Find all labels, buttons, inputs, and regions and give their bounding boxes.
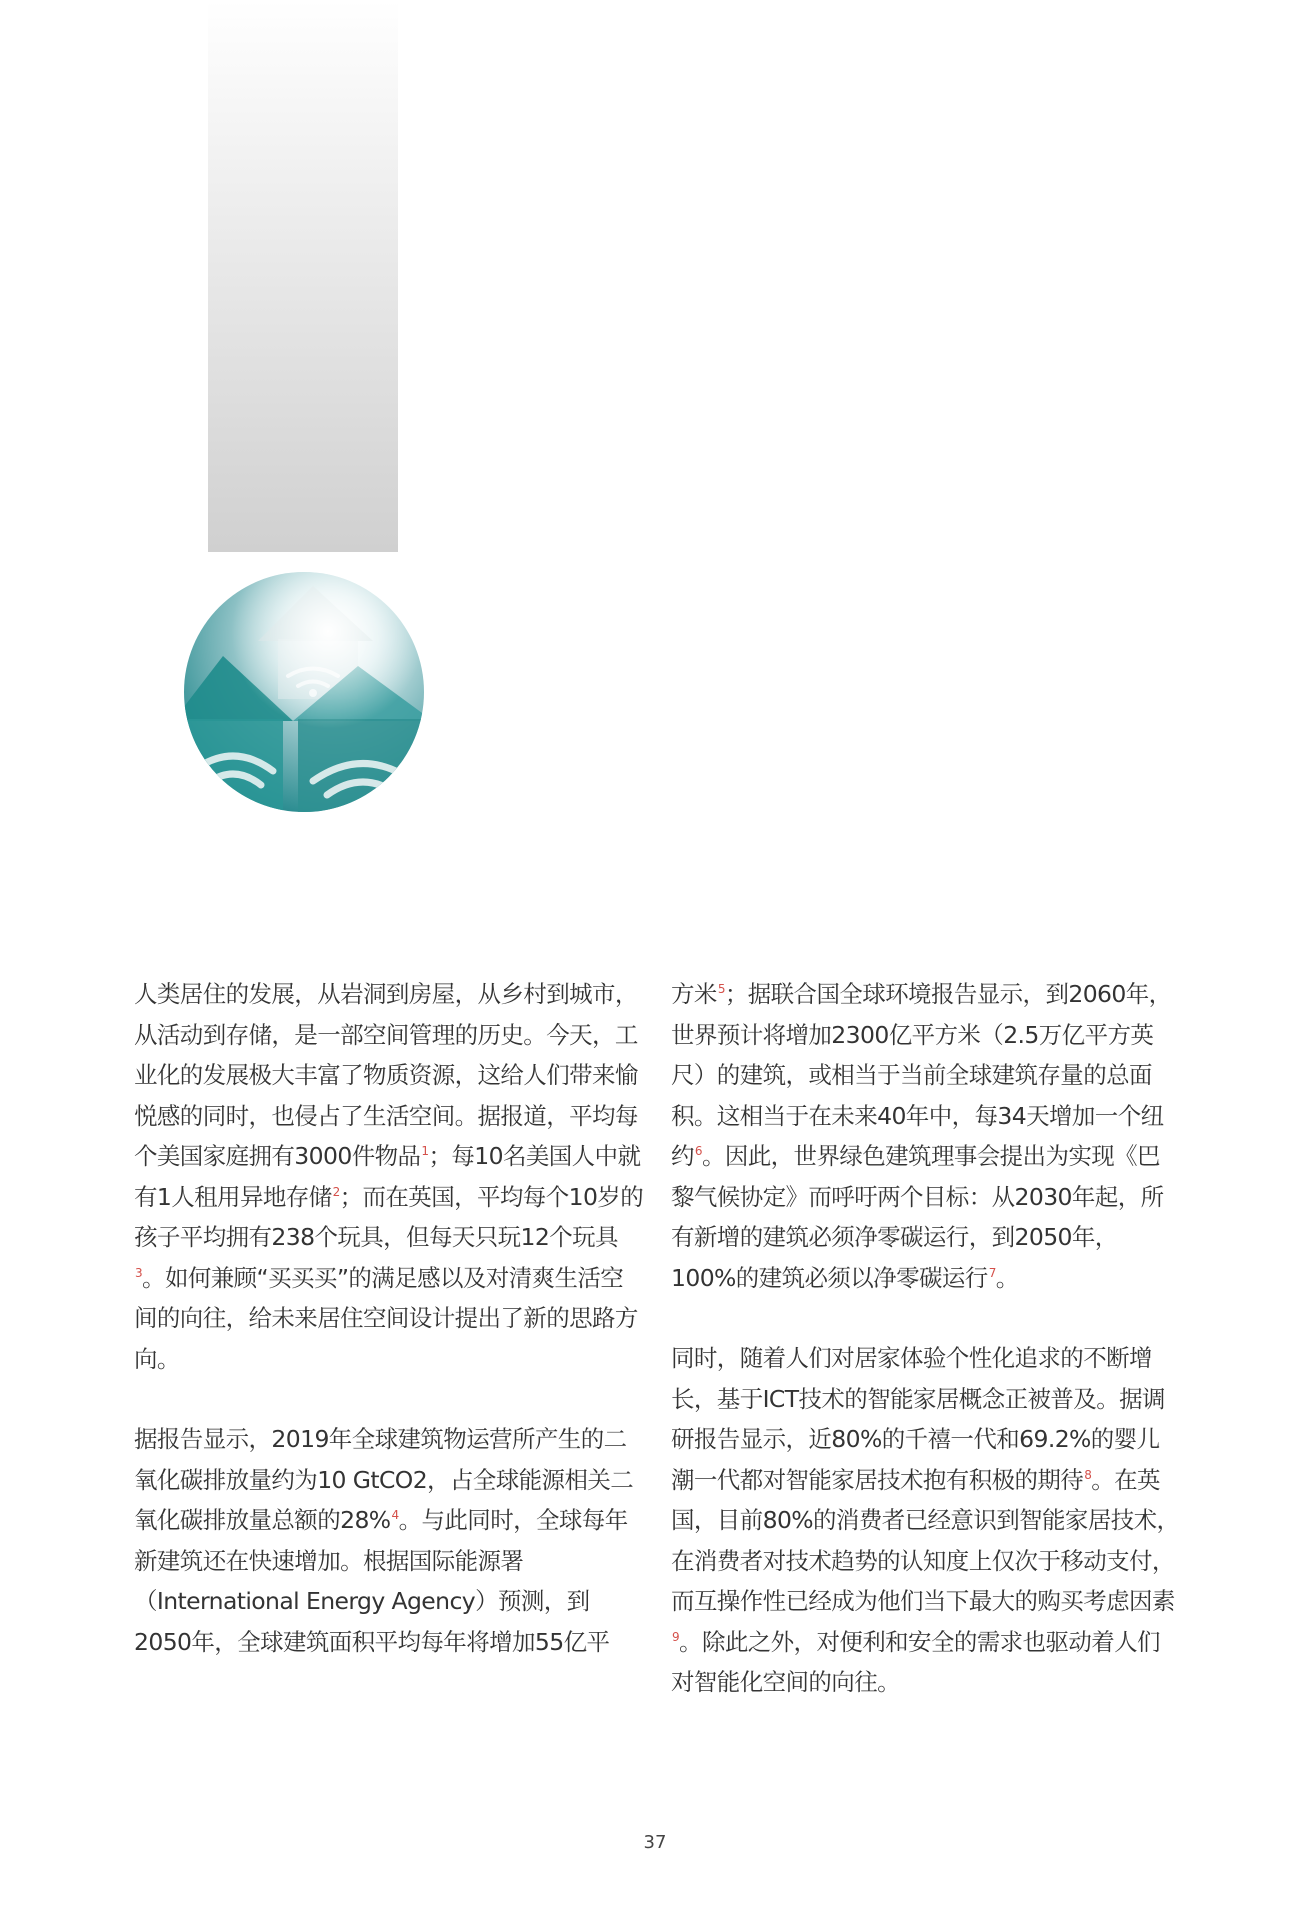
footnote-ref[interactable]: 7	[988, 1265, 996, 1280]
smart-home-sphere-icon	[183, 571, 425, 813]
paragraph: 据报告显示，2019年全球建筑物运营所产生的二氧化碳排放量约为10 GtCO2，占全球能源相关二氧化碳排放量总额的28%$^4$。与此同时，全球每年新建筑还在快速增加。根据国际能源署（International Energy Agency）预测，到2050年，全球建筑面积平均每年将增加55亿平	[134, 1425, 634, 1656]
paragraph: 方米$^5$；据联合国全球环境报告显示，到2060年，世界预计将增加2300亿平方米（2.5万亿平方英尺）的建筑，或相当于当前全球建筑存量的总面积。这相当于在未来40年中，每34天增加一个纽约$^6$。因此，世界绿色建筑理事会提出为实现《巴黎气候协定》而呼吁两个目标：从2030年起，所有新增的建筑必须净零碳运行，到2050年，100%的建筑必须以净零碳运行$^7$。	[671, 980, 1172, 1292]
footnote-ref[interactable]: 2	[332, 1184, 340, 1199]
footnote-ref[interactable]: 9	[672, 1629, 680, 1644]
left-text-column	[134, 974, 644, 1702]
footnote-ref[interactable]: 5	[717, 982, 725, 997]
right-text-column	[671, 974, 1181, 1743]
page-number: 37	[643, 1832, 667, 1853]
footnote-ref[interactable]: 1	[421, 1144, 429, 1159]
footnote-ref[interactable]: 6	[694, 1144, 702, 1159]
decorative-gray-bar	[208, 0, 398, 552]
footnote-ref[interactable]: 8	[1084, 1467, 1092, 1482]
footnote-ref[interactable]: 4	[391, 1508, 399, 1523]
paragraph: 人类居住的发展，从岩洞到房屋，从乡村到城市，从活动到存储，是一部空间管理的历史。今天，工业化的发展极大丰富了物质资源，这给人们带来愉悦感的同时，也侵占了生活空间。据报道，平均每个美国家庭拥有3000件物品$^1$；每10名美国人中就有1人租用异地存储$^2$；而在英国，平均每个10岁的孩子平均拥有238个玩具，但每天只玩12个玩具$^3$。如何兼顾“买买买”的满足感以及对清爽生活空间的向往，给未来居住空间设计提出了新的思路方向。	[134, 980, 644, 1373]
footnote-ref[interactable]: 3	[135, 1265, 143, 1280]
paragraph: 同时，随着人们对居家体验个性化追求的不断增长，基于ICT技术的智能家居概念正被普及。据调研报告显示，近80%的千禧一代和69.2%的婴儿潮一代都对智能家居技术抱有积极的期待$^8$。在英国，目前80%的消费者已经意识到智能家居技术，在消费者对技术趋势的认知度上仅次于移动支付，而互操作性已经成为他们当下最大的购买考虑因素$^9$。除此之外，对便利和安全的需求也驱动着人们对智能化空间的向往。	[671, 1344, 1180, 1696]
